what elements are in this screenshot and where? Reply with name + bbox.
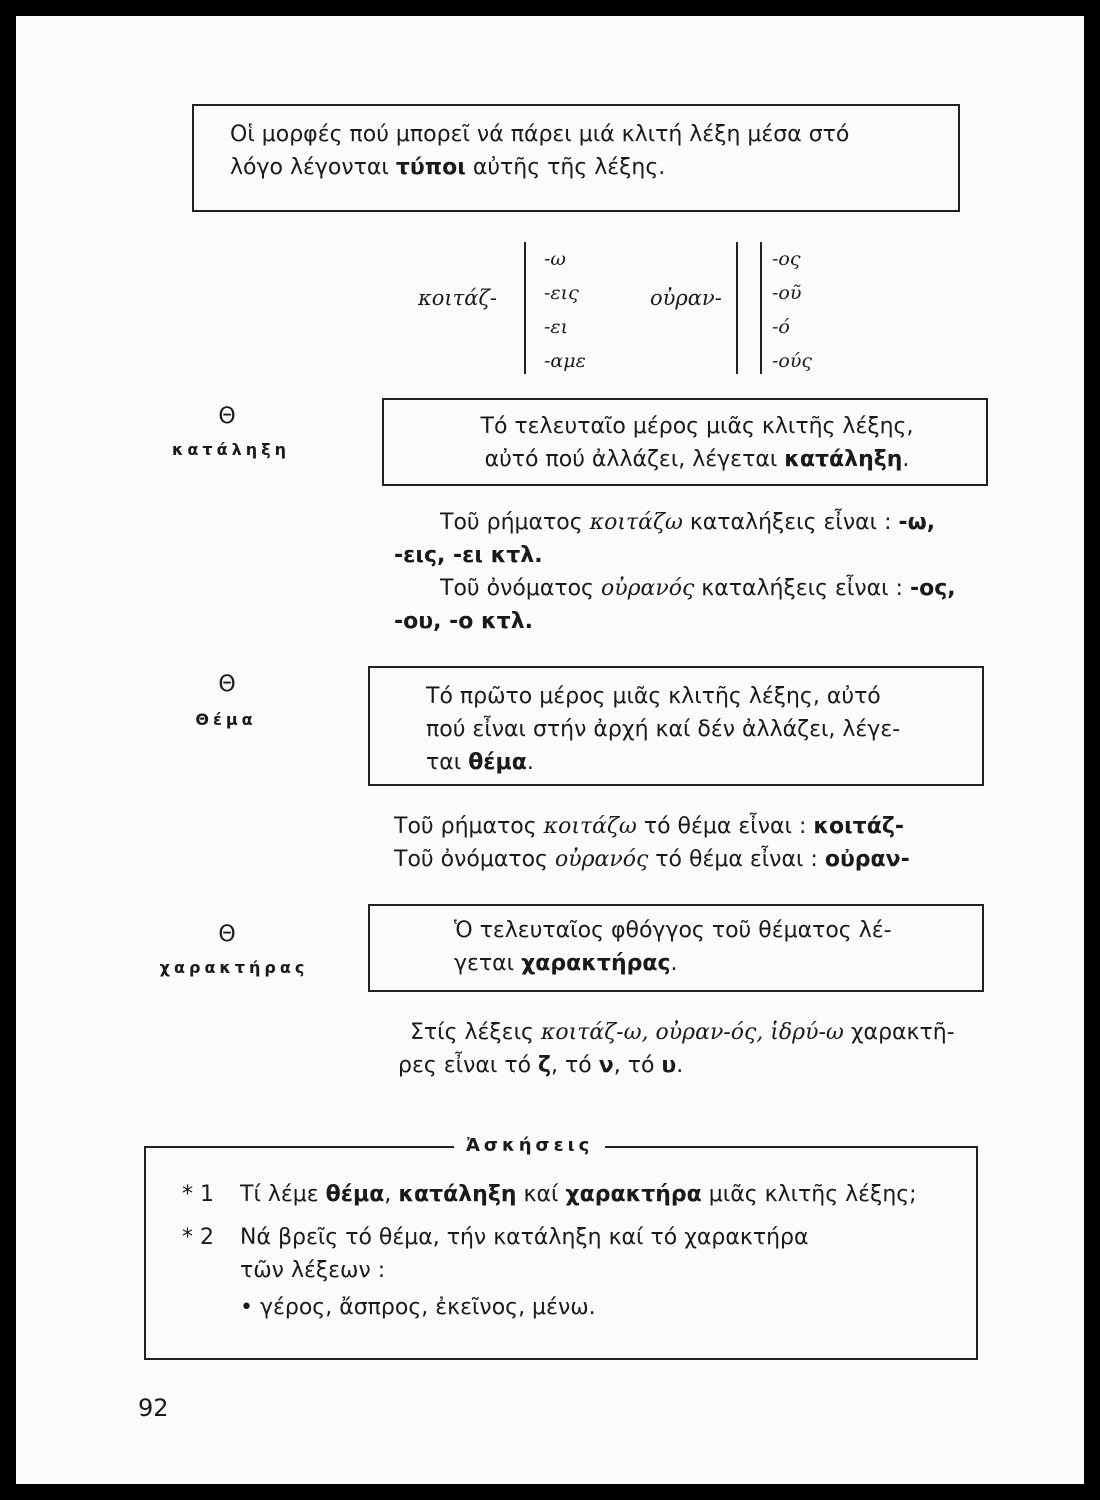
charaktiras-line2: γεται χαρακτήρας. — [454, 951, 678, 976]
book-page — [16, 16, 1084, 1484]
noun-ending: -ό — [772, 316, 790, 338]
noun-ending: -ος — [772, 248, 801, 270]
noun-ending: -οῦ — [772, 282, 802, 304]
thema-examples: Τοῦ ρήματος κοιτάζω τό θέμα εἶναι : κοιτάζ- Τοῦ ὀνόματος οὐρανός τό θέμα εἶναι : οὐραν- — [394, 814, 910, 872]
verb-ending: -ει — [544, 316, 569, 338]
thema-line2: πού εἶναι στήν ἀρχή καί δέν ἀλλάζει, λέγε- — [426, 717, 901, 742]
katalixi-line2: αὐτό πού ἀλλάζει, λέγεται κατάληξη. — [484, 447, 910, 472]
exercises-title: Ἀσκήσεις — [454, 1132, 605, 1160]
verb-ending: -ω — [544, 248, 566, 270]
noun-ending: -ούς — [772, 350, 813, 372]
verb-brace — [524, 242, 526, 374]
noun-brace-right — [760, 242, 762, 374]
intro-box — [192, 104, 960, 212]
exercises-box — [144, 1146, 978, 1360]
katalixi-example1: Τοῦ ρήματος κοιτάζω καταλήξεις εἶναι : -ω, -εις, -ει κτλ. — [394, 510, 936, 568]
side-label-charaktiras: χαρακτήρας — [159, 958, 309, 977]
verb-ending: -εις — [544, 282, 579, 304]
exercise-2-words: • γέρος, ἄσπρος, ἐκεῖνος, μένω. — [240, 1295, 596, 1320]
charaktiras-example: Στίς λέξεις κοιτάζ-ω, οὐραν-ός, ἱδρύ-ω χαρακτῆ- ρες εἶναι τό ζ, τό ν, τό υ. — [398, 1020, 955, 1078]
exercise-2: * 2 Νά βρεῖς τό θέμα, τήν κατάληξη καί τό χαρακτήρα — [182, 1225, 809, 1250]
katalixi-example2: Τοῦ ὀνόματος οὐρανός καταλήξεις εἶναι : -ος, -ου, -ο κτλ. — [394, 576, 956, 634]
theta-symbol-katalixi: Θ — [218, 404, 236, 429]
side-label-katalixi: κατάληξη — [172, 440, 290, 459]
noun-brace — [736, 242, 738, 374]
intro-line1: Οἱ μορφές πού μπορεῖ νά πάρει μιά κλιτή λέξη μέσα στό — [230, 122, 850, 147]
katalixi-line1: Τό τελευταῖο μέρος μιᾶς κλιτῆς λέξης, — [480, 414, 914, 439]
page-number: 92 — [138, 1394, 169, 1422]
noun-stem: οὐραν- — [650, 286, 722, 310]
thema-line3: ται θέμα. — [426, 750, 534, 775]
thema-box — [368, 666, 984, 786]
katalixi-box — [382, 398, 988, 486]
intro-line2: λόγο λέγονται τύποι αὐτῆς τῆς λέξης. — [230, 155, 666, 180]
verb-endings — [544, 242, 586, 378]
charaktiras-box — [368, 904, 984, 992]
exercise-2-line2: τῶν λέξεων : — [240, 1258, 386, 1283]
verb-stem: κοιτάζ- — [418, 286, 497, 310]
thema-line1: Τό πρῶτο μέρος μιᾶς κλιτῆς λέξης, αὐτό — [426, 684, 881, 709]
theta-symbol-thema: Θ — [218, 672, 236, 697]
charaktiras-line1: Ὁ τελευταῖος φθόγγος τοῦ θέματος λέ- — [454, 918, 892, 943]
exercise-1: * 1 Τί λέμε θέμα, κατάληξη καί χαρακτήρα μιᾶς κλιτῆς λέξης; — [182, 1182, 917, 1207]
verb-ending: -αμε — [544, 350, 586, 372]
side-label-thema: Θέμα — [195, 710, 257, 729]
noun-endings — [772, 242, 812, 378]
theta-symbol-charaktiras: Θ — [218, 922, 236, 947]
